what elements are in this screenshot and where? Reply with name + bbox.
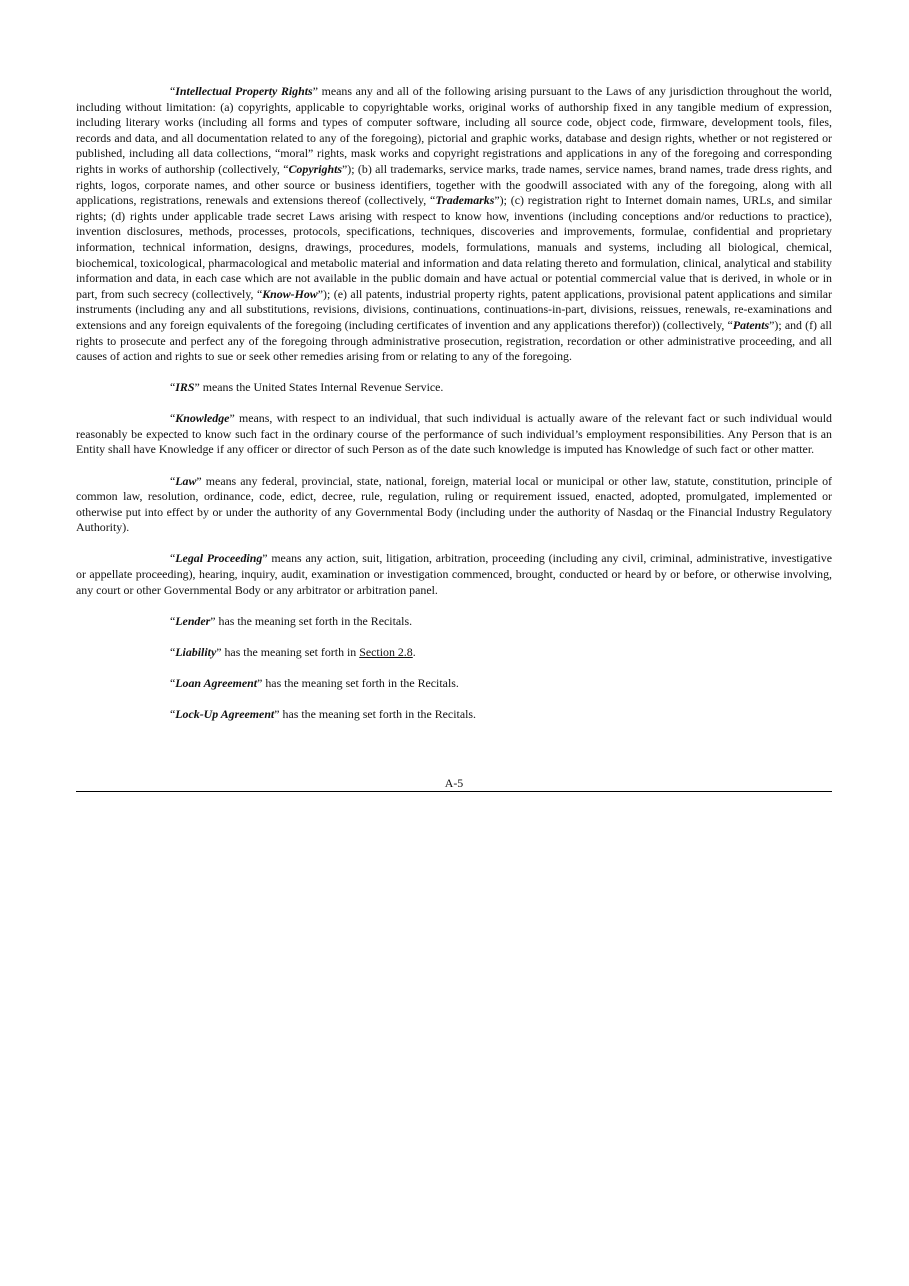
defined-term: Intellectual Property Rights [175, 84, 313, 98]
page-number: A-5 [444, 776, 464, 790]
open-quote: “ [170, 473, 176, 488]
open-quote: “ [170, 707, 176, 721]
defined-term: Loan Agreement [175, 675, 258, 690]
definition-text: ” means the United States Internal Revenue Service. [194, 380, 444, 395]
definition-text: ” has the meaning set forth in the Recitals. [210, 613, 413, 628]
definition-text: . [412, 644, 416, 659]
definition-law [76, 474, 832, 536]
defined-term: Patents [732, 317, 770, 332]
definition-text: ”); (b) all trademarks, service marks, trade names, service names, brand names, trade dress rights, and rights, logos, corporate names, and other source or business identifiers, together with the goodwill associated with any of the foregoing, along with all applications, registrations, renewals and extensions thereof (collectively, “ [76, 161, 833, 208]
definition-knowledge [76, 411, 832, 458]
definition-liability [76, 645, 832, 661]
open-quote: “ [170, 613, 176, 628]
open-quote: “ [170, 380, 176, 395]
document-page [76, 84, 832, 738]
definition-legal-proceeding [76, 551, 832, 598]
definition-lender [76, 614, 832, 630]
definition-text: ” means any federal, provincial, state, national, foreign, material local or municipal or other law, statute, constitution, principle of common law, resolution, ordinance, code, edict, decree, rule, regulation, ruling or requirement issued, enacted, adopted, promulgated, implemented or otherwise put into effect by or under the authority of any Governmental Body (including under the authority of Nasdaq or the Financial Industry Regulatory Authority). [76, 473, 832, 535]
definition-loan-agreement [76, 676, 832, 692]
definition-text: ” means any action, suit, litigation, arbitration, proceeding (including any civil, criminal, administrative, investigative or appellate proceeding), hearing, inquiry, audit, examination or investigation commenced, brought, conducted or heard by or before, or otherwise involving, any court or other Governmental Body or any arbitrator or arbitration panel. [76, 551, 832, 597]
open-quote: “ [170, 411, 176, 426]
defined-term: IRS [175, 380, 195, 395]
defined-term: Lender [175, 613, 211, 628]
defined-term: Liability [175, 644, 217, 659]
definition-text: ”); (e) all patents, industrial property rights, patent applications, provisional patent applications and similar instruments (including any and all substitutions, revisions, divisions, continuations, continuations-in-part, divisions, reissues, renewals, re-examinations and extensions and any foreign equivalents of the foregoing (including certificates of invention and any applications therefor)) (collectively, “ [76, 286, 832, 332]
defined-term: Law [175, 473, 197, 488]
page-footer [76, 776, 832, 792]
open-quote: “ [170, 644, 176, 659]
definition-intellectual-property-rights [76, 84, 832, 365]
open-quote: “ [170, 84, 176, 98]
defined-term: Lock-Up Agreement [175, 707, 275, 721]
definition-text: ” means any and all of the following arising pursuant to the Laws of any jurisdiction throughout the world, including without limitation: (a) copyrights, applicable to copyrightable works, original works of authorship fixed in any tangible medium of expression, including literary works (including all forms and types of computer software, including all source code, object code, firmware, development tools, files, records and data, and all documentation related to any of the foregoing), pictorial and graphic works, database and design rights, whether or not registered or published, including all data collections, “moral” rights, mask works and copyright registrations and applications in any of the foregoing and corresponding rights in works of authorship (collectively, “ [76, 84, 833, 176]
definition-text: ” has the meaning set forth in [216, 644, 360, 659]
footer-divider [76, 791, 832, 792]
defined-term: Know-How [262, 286, 318, 301]
definition-text: ”); (c) registration right to Internet domain names, URLs, and similar rights; (d) rights under applicable trade secret Laws arising with respect to know how, inventions (including conceptions and/or reductions to practice), invention disclosures, methods, processes, protocols, specifications, techniques, discoveries and improvements, formulae, confidential and proprietary information, technical information, designs, drawings, procedures, models, formulations, manuals and systems, including all biological, chemical, biochemical, toxicological, pharmacological and metabolic material and information and data relating thereto and formulation, clinical, analytical and stability information and data, in each case which are not available in the public domain and have actual or potential commercial value that is derived, in whole or in part, from such secrecy (collectively, “ [76, 193, 832, 301]
definition-text: ” has the meaning set forth in the Recitals. [257, 675, 459, 690]
defined-term: Copyrights [288, 161, 343, 176]
definition-text: ” has the meaning set forth in the Recitals. [274, 707, 477, 721]
defined-term: Legal Proceeding [175, 551, 263, 566]
open-quote: “ [170, 675, 176, 690]
definition-text: ” means, with respect to an individual, that such individual is actually aware of the relevant fact or such individual would reasonably be expected to know such fact in the ordinary course of the performance of such individual’s employment responsibilities. Any Person that is an Entity shall have Knowledge if any officer or director of such Person as of the date such knowledge is imputed has Knowledge of such fact or other matter. [76, 411, 832, 457]
definition-irs [76, 380, 832, 396]
definition-text: ”); and (f) all rights to prosecute and perfect any of the foregoing through administrative prosecution, registration, recordation or other administrative proceeding, and all causes of action and rights to sue or seek other remedies arising from or relating to any of the foregoing. [76, 317, 832, 364]
definition-lock-up-agreement [76, 707, 832, 723]
defined-term: Knowledge [175, 411, 230, 426]
defined-term: Trademarks [435, 193, 495, 208]
section-reference-link[interactable]: Section 2.8 [359, 644, 413, 659]
open-quote: “ [170, 551, 176, 566]
